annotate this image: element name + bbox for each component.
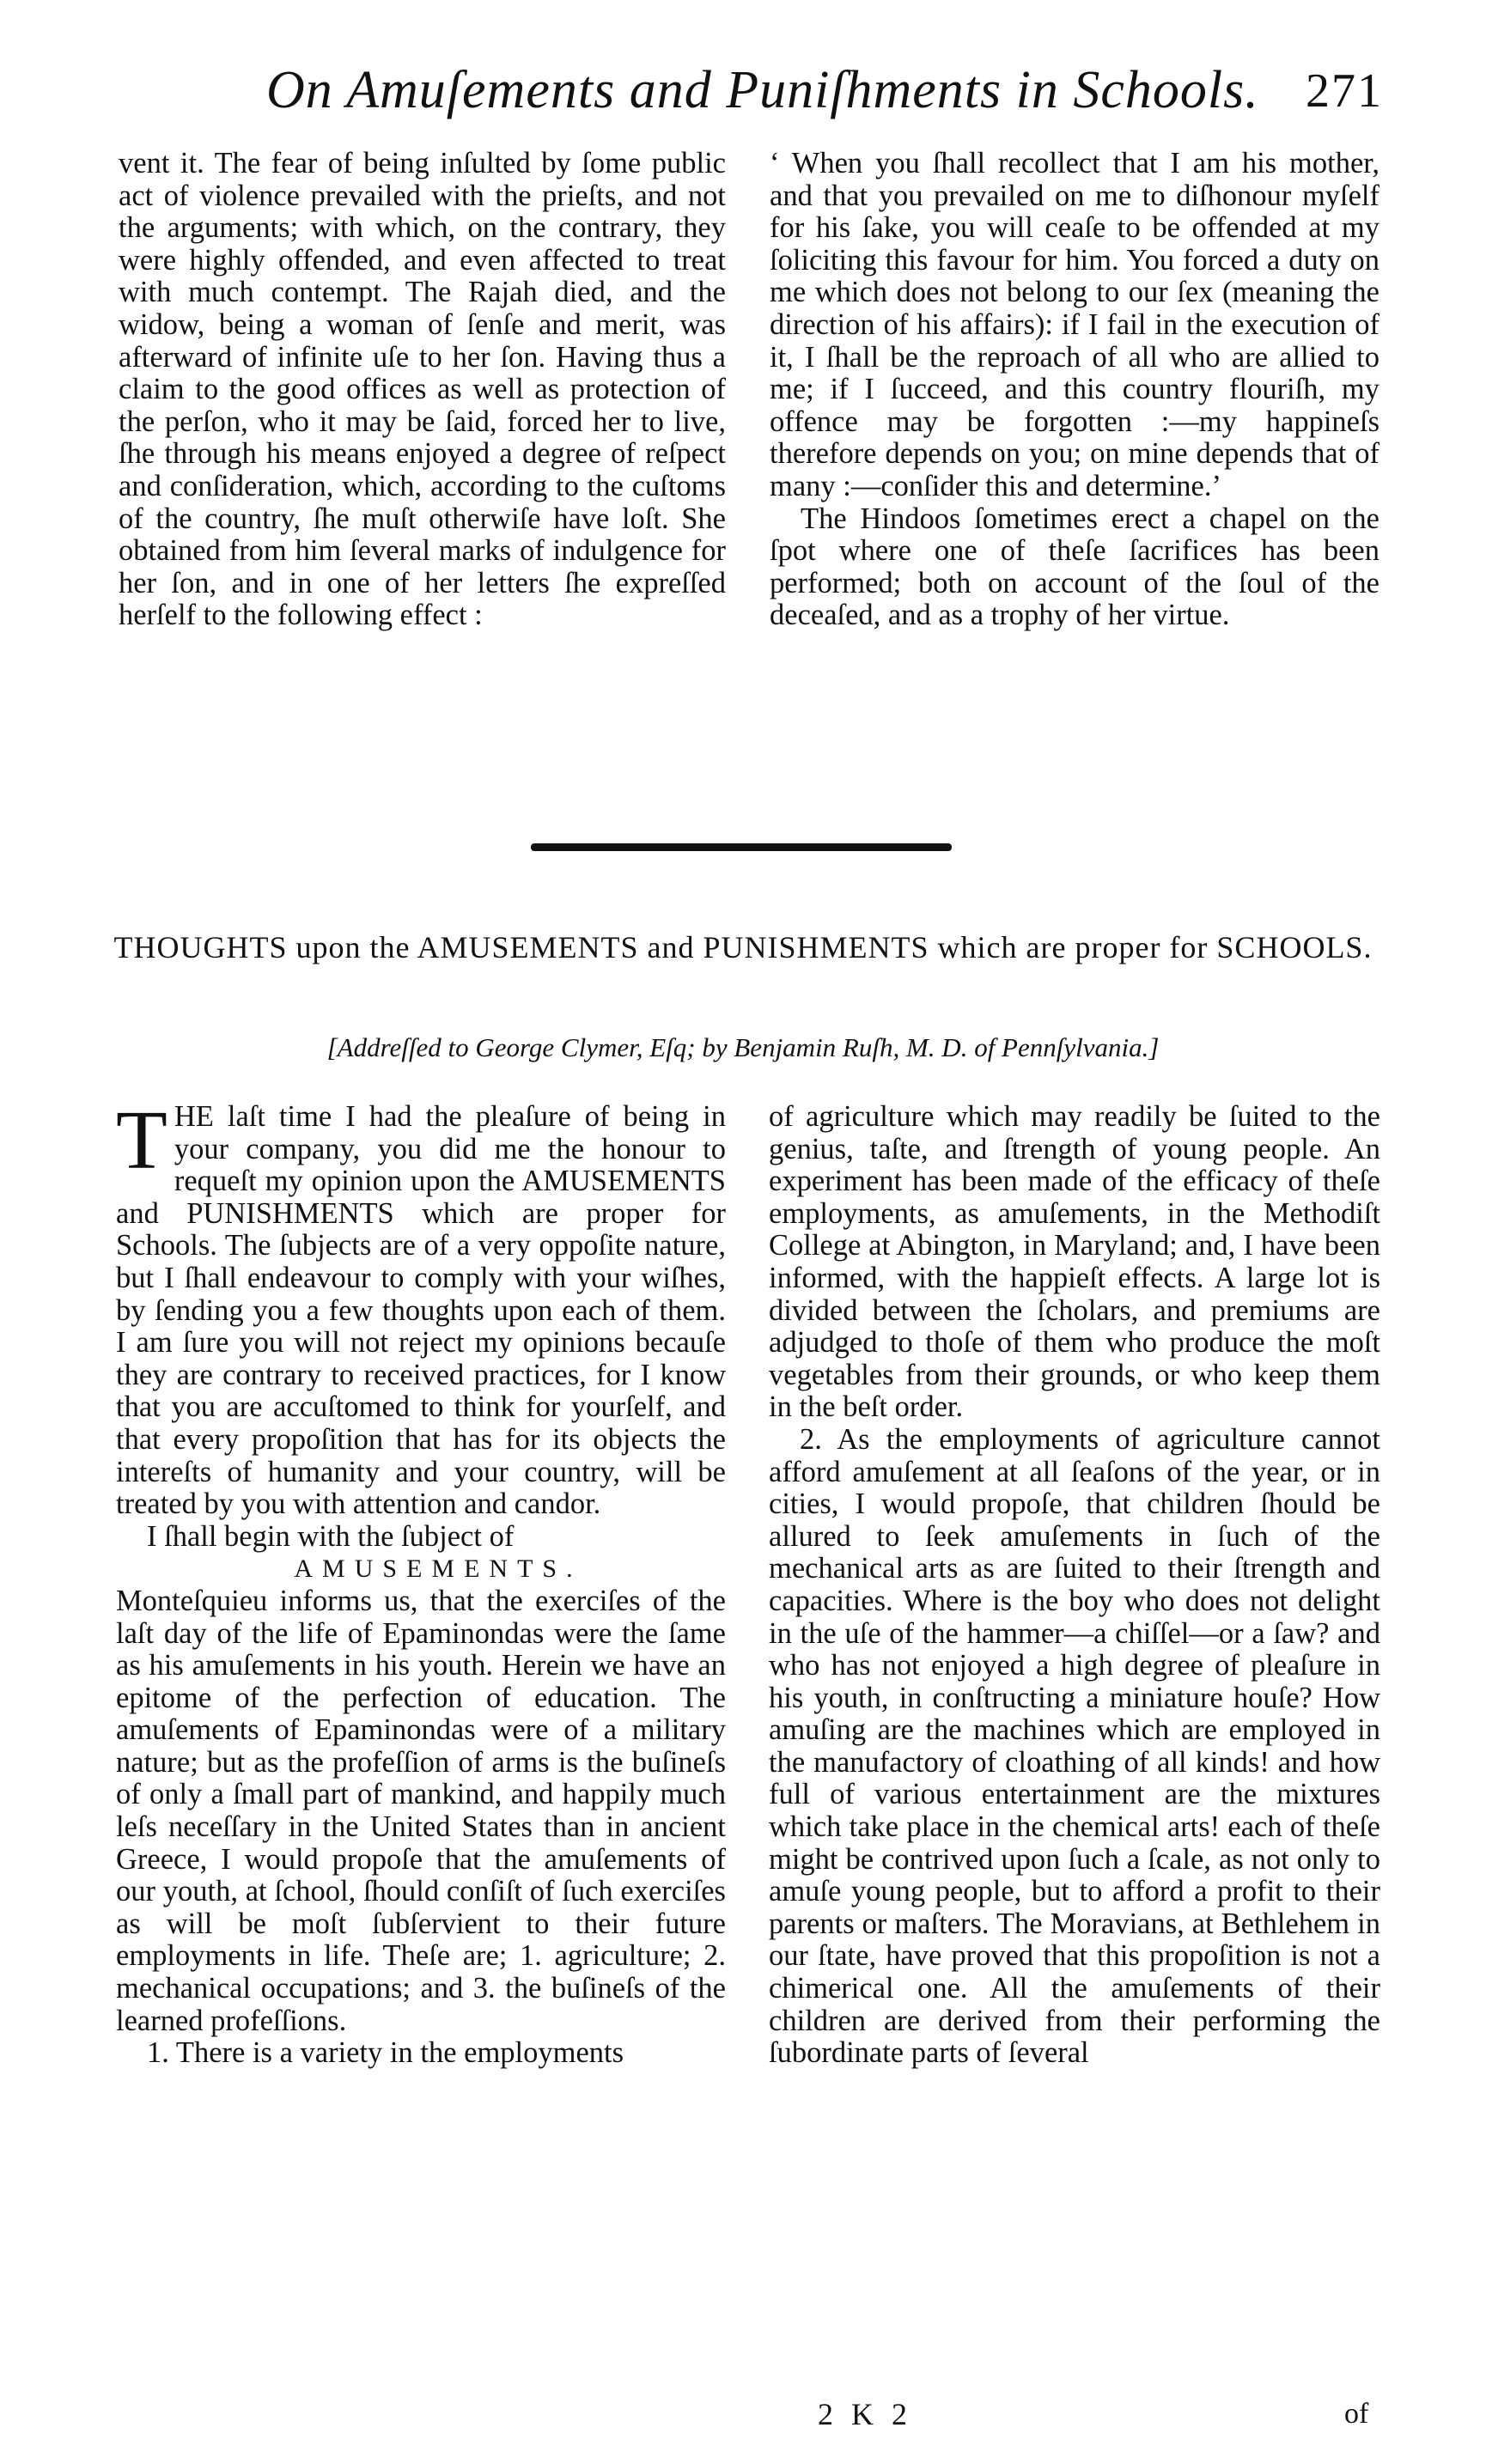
begin-line: I ſhall begin with the ſubject of (147, 1519, 515, 1553)
intro-paragraph (116, 1094, 726, 1521)
article-byline: [Addreſſed to George Clymer, Eſq; by Benjamin Ruſh, M. D. of Pennſylvania.] (326, 1032, 1160, 1062)
running-head (0, 60, 1486, 129)
article-title: THOUGHTS upon the AMUSEMENTS and PUNISHMENTS which are proper for SCHOOLS. (113, 930, 1373, 964)
mechanical-arts-paragraph: 2. As the employments of agriculture cannot afford amuſement at all ſeaſons of the year, or in cities, I would propoſe, that children ſhould be allured to ſeek amuſements in ſuch of the mechanical arts as are ſuited to their ſtrength and capacities. Where is the boy who does not delight in the uſe of the hammer—a chiſſel—or a ſaw? and who has not enjoyed a high degree of pleaſure in his youth, in conſtructing a miniature houſe? How amuſing are the machines which are employed in the manufactory of cloathing of all kinds! and how full of various entertainment are the mixtures which take place in the chemical arts! each of theſe might be contrived upon ſuch a ſcale, as not only to amuſe young people, but to afford a profit to their parents or maſters. The Moravians, at Bethlehem in our ſtate, have proved that this propoſition is not a chimerical one. All the amuſements of their children are derived from their performing the ſubordinate parts of ſeveral (769, 1422, 1380, 2070)
catchword: of (1344, 2398, 1369, 2430)
top-left-paragraph: vent it. The fear of being inſulted by ſome public act of violence prevailed with the prieſts, and not the arguments; with which, on the contrary, they were highly offended, and even affected to treat with much contempt. The Rajah died, and the widow, being a woman of ſenſe and merit, was afterward of infinite uſe to her ſon. Having thus a claim to the good offices as well as protection of the perſon, who it may be ſaid, forced her to live, ſhe through his means enjoyed a degree of reſpect and conſideration, which, according to the cuſtoms of the country, ſhe muſt otherwiſe have loſt. She obtained from him ſeveral marks of indulgence for her ſon, and in one of her letters ſhe expreſſed herſelf to the following effect : (119, 147, 726, 632)
section-divider-rule (531, 843, 952, 851)
top-right-column (770, 148, 1379, 632)
intro-text: HE laſt time I had the pleaſure of being in your company, you did me the honour to requeſt my opinion upon the AMUSEMENTS and PUNISHMENTS which are proper for Schools. The ſubjects are of a very oppoſite nature, but I ſhall endeavour to comply with your wiſhes, by ſending you a few thoughts upon each of them. I am ſure you will not reject my opinions becauſe they are contrary to received practices, for I know that you are accuſtomed to think for yourſelf, and that every propoſition that has for its objects the intereſts of humanity and your country, will be treated by you with attention and candor. (116, 1100, 726, 1521)
top-left-column (119, 148, 726, 632)
amusements-heading: AMUSEMENTS. (294, 1554, 582, 1584)
bottom-left-column (116, 1094, 726, 2070)
letter-quote-paragraph: ‘ When you ſhall recollect that I am his mother, and that you prevailed on me to diſhonour myſelf for his ſake, you will ceaſe to be offended at my ſoliciting this favour for him. You forced a duty on me which does not belong to our ſex (meaning the direction of his affairs): if I fail in the execution of it, I ſhall be the reproach of all who are allied to me; if I ſucceed, and this country flouriſh, my offence may be forgotten :—my happineſs therefore depends on you; on mine depends that of many :—conſider this and determine.’ (770, 147, 1379, 502)
page-number: 271 (1306, 64, 1383, 118)
montesquieu-paragraph: Monteſquieu informs us, that the exerciſes of the laſt day of the life of Epaminondas were the ſame as his amuſements in his youth. Herein we have an epitome of the perfection of education. The amuſements of Epaminondas were of a military nature; but as the profeſſion of arms is the buſineſs of only a ſmall part of mankind, and happily much leſs neceſſary in the United States than in ancient Greece, I would propoſe that the amuſements of our youth, at ſchool, ſhould conſiſt of ſuch exerciſes as will be moſt ſubſervient to their future employments in life. Theſe are; 1. agriculture; 2. mechanical occupations; and 3. the buſineſs of the learned profeſſions. (116, 1584, 726, 2037)
agriculture-paragraph: of agriculture which may readily be ſuited to the genius, taſte, and ſtrength of young people. An experiment has been made of the efficacy of theſe employments, as amuſements, in the Methodiſt College at Abington, in Maryland; and, I have been informed, with the happieſt effects. A large lot is divided between the ſcholars, and premiums are adjudged to thoſe of them who produce the moſt vegetables from their grounds, or who keep them in the beſt order. (769, 1100, 1380, 1424)
running-title: On Amuſements and Puniſhments in Schools. (266, 61, 1259, 119)
employments-paragraph-start: 1. There is a variety in the employments (147, 2036, 624, 2070)
bottom-right-column (769, 1101, 1380, 2070)
signature-mark: 2 K 2 (818, 2397, 912, 2431)
hindoo-chapel-paragraph: The Hindoos ſometimes erect a chapel on the ſpot where one of theſe ſacrifices has been performed; both on account of the ſoul of the deceaſed, and as a trophy of her virtue. (770, 502, 1379, 632)
drop-cap: T (116, 1094, 167, 1187)
